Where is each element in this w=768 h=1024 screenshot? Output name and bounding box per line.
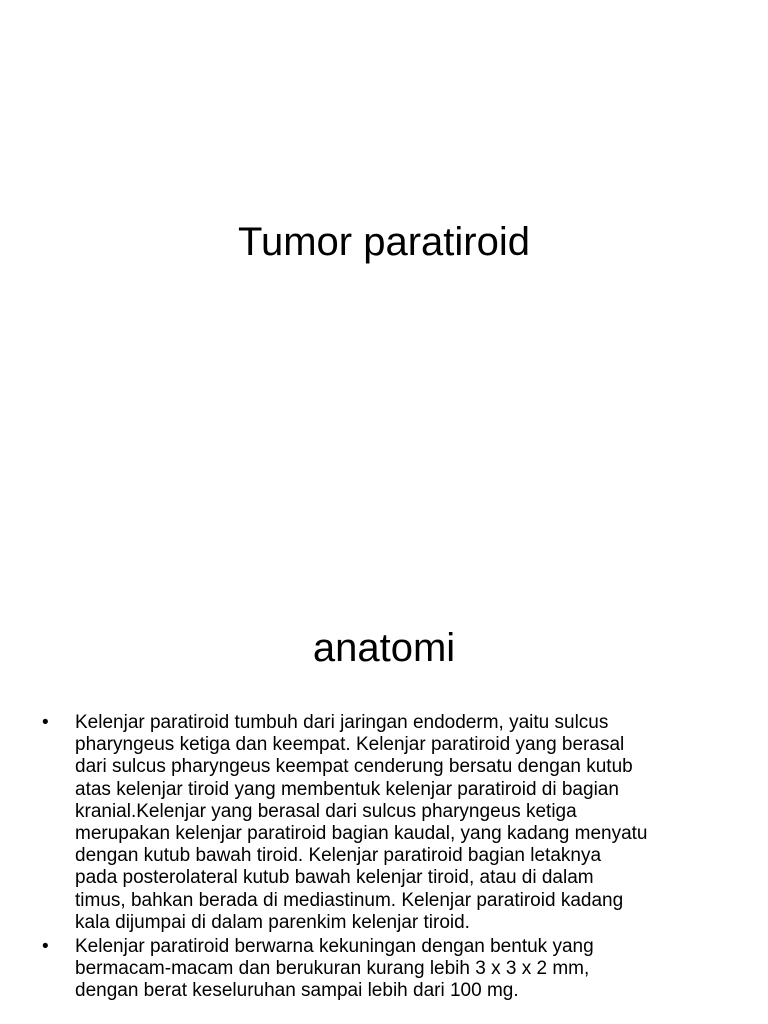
bullet-text: Kelenjar paratiroid tumbuh dari jaringan endoderm, yaitu sulcus pharyngeus ketiga dan keempat. Kelenjar paratiroid yang berasal dari sulcus pharyngeus keempat cenderung bersatu dengan kutub atas kelenjar tiroid yang membentuk kelenjar paratiroid di bagian kranial.Kelenjar yang berasal dari sulcus pharyngeus ketiga merupakan kelenjar paratiroid bagian kaudal, yang kadang menyatu dengan kutub bawah tiroid. Kelenjar paratiroid bagian letaknya pada posterolateral kutub bawah kelenjar tiroid, atau di dalam timus, bahkan berada di mediastinum. Kelenjar paratiroid kadang kala dijumpai di dalam parenkim kelenjar tiroid. (75, 712, 648, 933)
bullet-list (42, 712, 732, 1005)
bullet-marker: • (42, 936, 49, 958)
bullet-item (42, 936, 732, 1003)
section-heading: anatomi (312, 626, 456, 670)
slide-title: Tumor paratiroid (238, 220, 530, 264)
bullet-text: Kelenjar paratiroid berwarna kekuningan dengan bentuk yang bermacam-macam dan berukuran kurang lebih 3 x 3 x 2 mm, dengan berat keseluruhan sampai lebih dari 100 mg. (75, 936, 594, 1002)
bullet-item (42, 712, 732, 934)
bullet-marker: • (42, 712, 49, 733)
